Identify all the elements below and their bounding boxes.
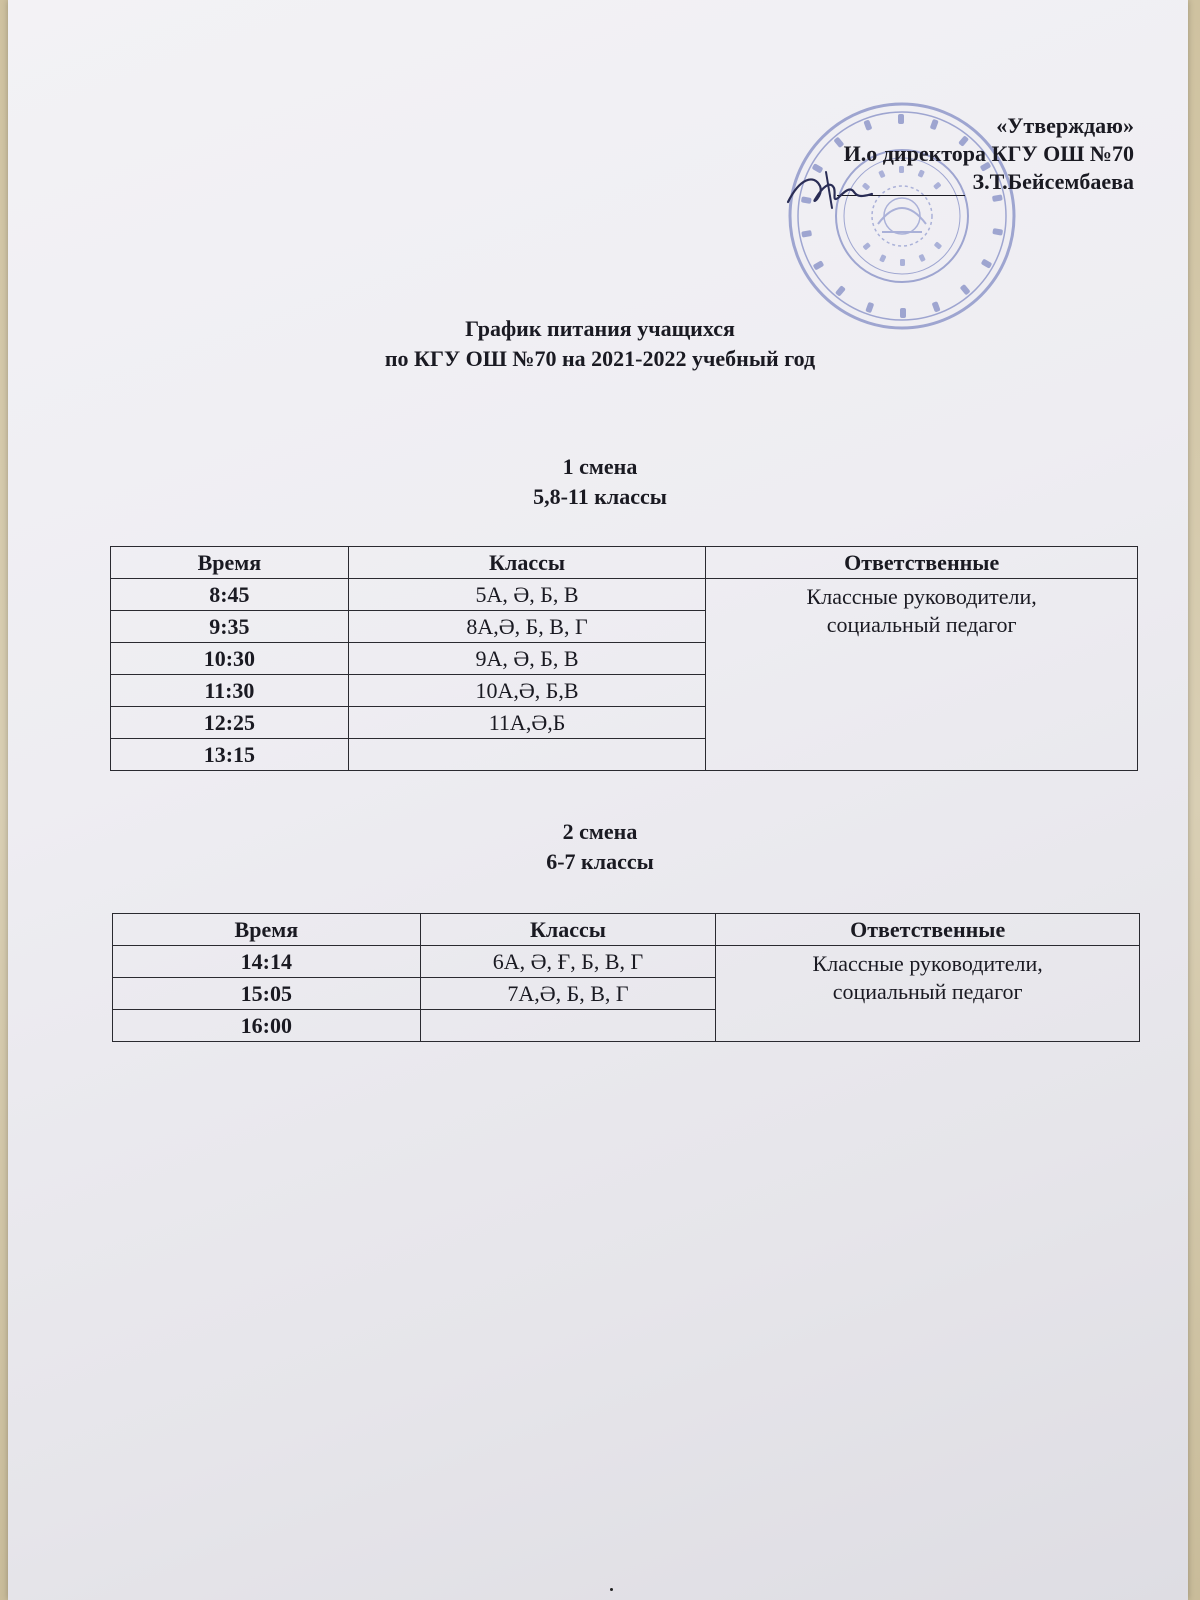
time-cell: 12:25 bbox=[111, 707, 349, 739]
classes-cell bbox=[420, 1010, 716, 1042]
time-cell: 15:05 bbox=[113, 978, 421, 1010]
shift2-subheading: 6-7 классы bbox=[546, 849, 654, 874]
responsible-cell bbox=[716, 946, 1140, 1042]
table-header-row bbox=[111, 547, 1138, 579]
shift1-heading: 1 смена bbox=[562, 454, 638, 479]
time-cell: 16:00 bbox=[113, 1010, 421, 1042]
header-time: Время bbox=[111, 547, 349, 579]
responsible-line-1: Классные руководители, bbox=[812, 951, 1043, 976]
shift1-subheading: 5,8-11 классы bbox=[533, 484, 667, 509]
classes-cell: 10А,Ә, Б,В bbox=[348, 675, 706, 707]
table-row bbox=[111, 579, 1138, 611]
responsible-cell bbox=[706, 579, 1138, 771]
header-time: Время bbox=[113, 914, 421, 946]
classes-cell: 5А, Ә, Б, В bbox=[348, 579, 706, 611]
signatory-name: З.Т.Бейсембаева bbox=[972, 169, 1134, 194]
classes-cell: 11А,Ә,Б bbox=[348, 707, 706, 739]
classes-cell: 9А, Ә, Б, В bbox=[348, 643, 706, 675]
paper-speck bbox=[610, 1588, 613, 1591]
time-cell: 11:30 bbox=[111, 675, 349, 707]
classes-cell: 6А, Ә, Ғ, Б, В, Г bbox=[420, 946, 716, 978]
shift2-table bbox=[112, 913, 1140, 1042]
header-classes: Классы bbox=[348, 547, 706, 579]
classes-cell: 7А,Ә, Б, В, Г bbox=[420, 978, 716, 1010]
responsible-line-2: социальный педагог bbox=[826, 612, 1017, 637]
header-classes: Классы bbox=[420, 914, 716, 946]
time-cell: 10:30 bbox=[111, 643, 349, 675]
title-line-2: по КГУ ОШ №70 на 2021-2022 учебный год bbox=[384, 346, 816, 371]
shift2-heading: 2 смена bbox=[562, 819, 638, 844]
classes-cell: 8А,Ә, Б, В, Г bbox=[348, 611, 706, 643]
header-responsible: Ответственные bbox=[706, 547, 1138, 579]
time-cell: 13:15 bbox=[111, 739, 349, 771]
time-cell: 14:14 bbox=[113, 946, 421, 978]
time-cell: 8:45 bbox=[111, 579, 349, 611]
responsible-line-2: социальный педагог bbox=[832, 979, 1023, 1004]
table-row bbox=[113, 946, 1140, 978]
table-header-row bbox=[113, 914, 1140, 946]
shift2-heading-block bbox=[0, 817, 1200, 877]
shift1-table bbox=[110, 546, 1138, 771]
time-cell: 9:35 bbox=[111, 611, 349, 643]
approval-heading: «Утверждаю» bbox=[996, 113, 1134, 138]
classes-cell bbox=[348, 739, 706, 771]
title-line-1: График питания учащихся bbox=[465, 316, 735, 341]
director-signature bbox=[780, 168, 900, 216]
shift1-heading-block bbox=[0, 452, 1200, 512]
responsible-line-1: Классные руководители, bbox=[806, 584, 1037, 609]
approval-position: И.о директора КГУ ОШ №70 bbox=[843, 141, 1134, 166]
header-responsible: Ответственные bbox=[716, 914, 1140, 946]
